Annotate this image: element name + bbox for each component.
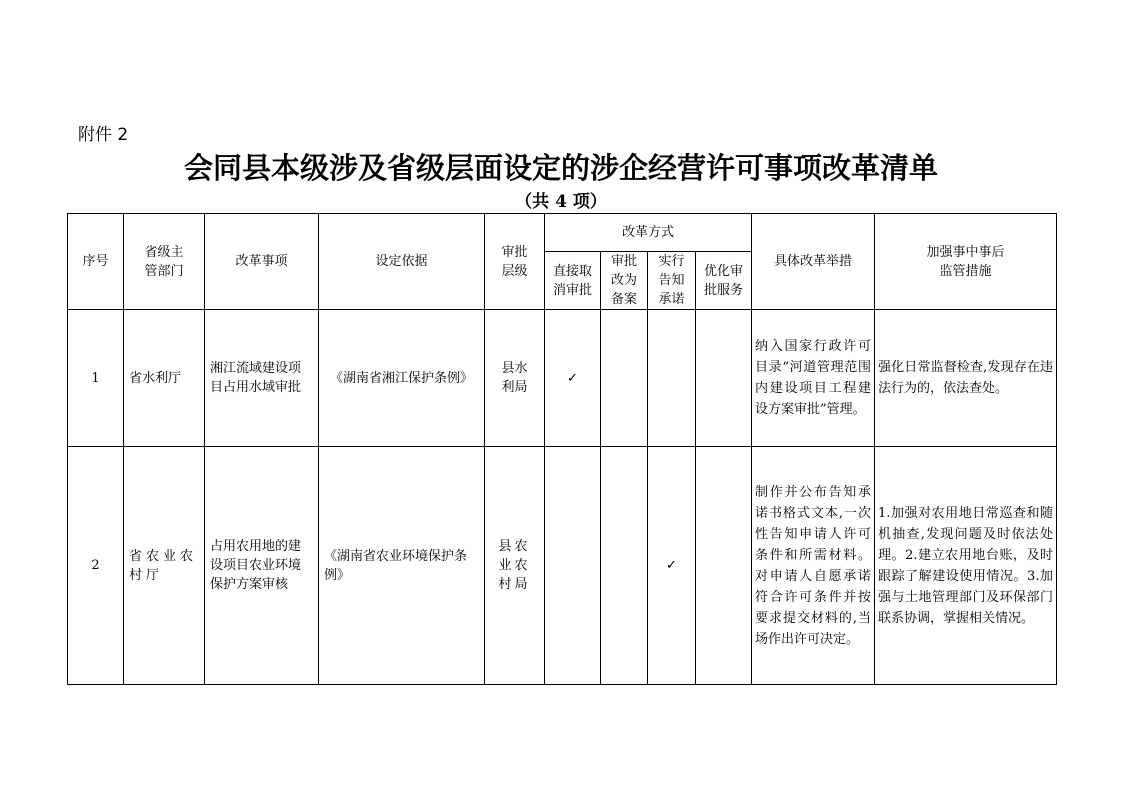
- attachment-label: 附件 2: [78, 125, 129, 145]
- header-basis: 设定依据: [319, 214, 485, 310]
- header-dept-text: 省级主管部门: [144, 244, 184, 279]
- row-item: 湘江流域建设项目占用水域审批: [205, 310, 319, 447]
- row-notify-check: [648, 310, 696, 447]
- row-supervision: 1.加强对农用地日常巡查和随机抽查,发现问题及时依法处理。2.建立农用地台账，及时跟踪了解建设使用情况。3.加强与土地管理部门及环保部门联系协调，掌握相关情况。: [875, 447, 1057, 685]
- table-row: [68, 447, 1057, 685]
- row-basis: 《湖南省湘江保护条例》: [319, 310, 485, 447]
- header-supervision: [875, 214, 1057, 310]
- row-item: 占用农用地的建设项目农业环境保护方案审核: [205, 447, 319, 685]
- row-optimize-check: [696, 310, 752, 447]
- row-dept: 省农业农村厅: [124, 447, 205, 685]
- row-filing-check: [601, 310, 648, 447]
- row-measures: 纳入国家行政许可目录“河道管理范围内建设项目工程建设方案审批”管理。: [752, 310, 875, 447]
- header-notify-text: 实行告知承诺: [658, 254, 685, 307]
- row-measures: 制作并公布告知承诺书格式文本,一次性告知申请人许可条件和所需材料。对申请人自愿承诺符合许可条件并按要求提交材料的,当场作出许可决定。: [752, 447, 875, 685]
- row-level-text: 县农业农村局: [498, 539, 531, 592]
- row-supervision: 强化日常监督检查,发现存在违法行为的，依法查处。: [875, 310, 1057, 447]
- reform-list-table: [67, 213, 1057, 685]
- header-cancel-text: 直接取消审批: [552, 263, 592, 298]
- header-measures: 具体改革举措: [752, 214, 875, 310]
- row-filing-check: [601, 447, 648, 685]
- header-item: 改革事项: [205, 214, 319, 310]
- header-level: [485, 214, 545, 310]
- header-supervision-text: 加强事中事后监管措施: [926, 244, 1005, 279]
- header-optimize: [696, 252, 752, 310]
- header-method: 改革方式: [545, 214, 752, 252]
- row-optimize-check: [696, 447, 752, 685]
- header-filing-text: 审批改为备案: [610, 254, 637, 307]
- header-level-text: 审批层级: [501, 244, 528, 279]
- header-notify: [648, 252, 696, 310]
- row-notify-check: ✓: [648, 447, 696, 685]
- row-seq: 2: [68, 447, 124, 685]
- row-seq: 1: [68, 310, 124, 447]
- document-title: 会同县本级涉及省级层面设定的涉企经营许可事项改革清单: [183, 151, 938, 185]
- header-cancel: [545, 252, 601, 310]
- row-level: [485, 310, 545, 447]
- row-level: [485, 447, 545, 685]
- table-row: [68, 310, 1057, 447]
- header-dept: [124, 214, 205, 310]
- header-seq: 序号: [68, 214, 124, 310]
- header-filing: [601, 252, 648, 310]
- row-dept: 省水利厅: [124, 310, 205, 447]
- row-cancel-check: [545, 447, 601, 685]
- row-basis: 《湖南省农业环境保护条例》: [319, 447, 485, 685]
- header-row-1: [68, 214, 1057, 252]
- header-optimize-text: 优化审批服务: [704, 263, 744, 298]
- row-cancel-check: ✓: [545, 310, 601, 447]
- row-level-text: 县水利局: [501, 361, 528, 395]
- document-subtitle: （共 4 项）: [515, 192, 607, 212]
